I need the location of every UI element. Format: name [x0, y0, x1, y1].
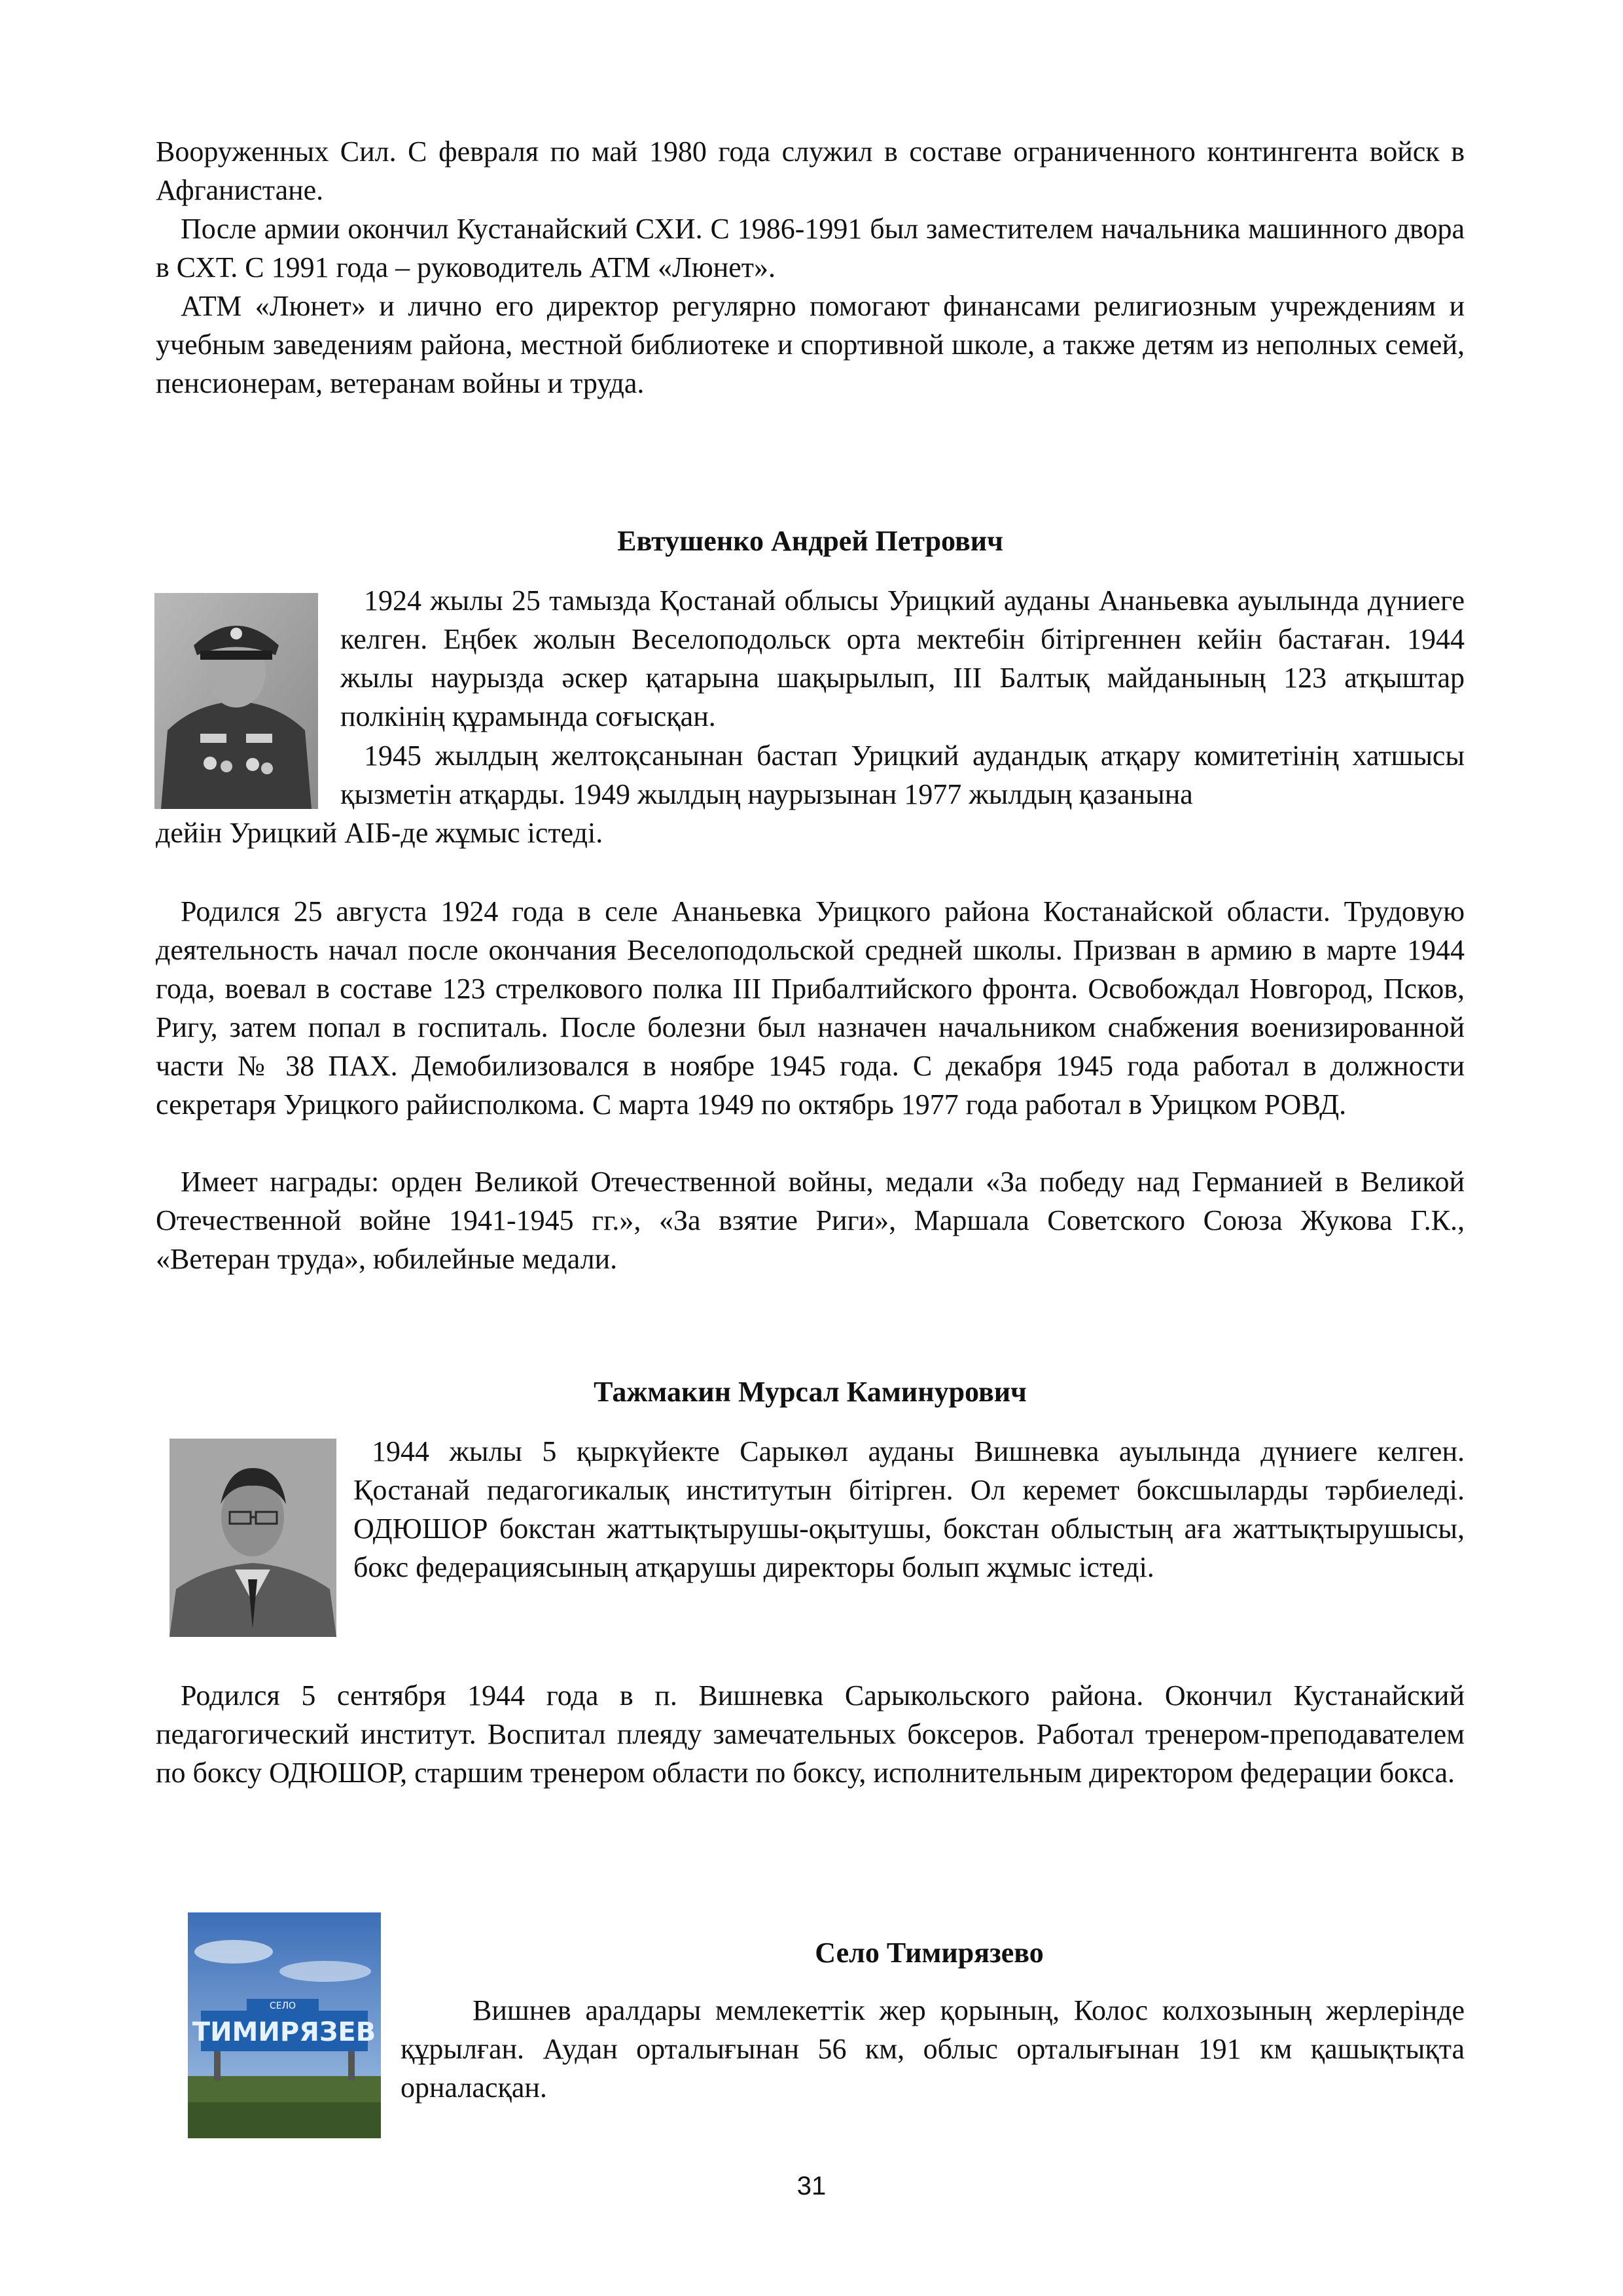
page-number: 31: [796, 2172, 827, 2200]
village-entrance-sign-image: [188, 1912, 381, 2138]
intro-paragraph-2: После армии окончил Кустанайский СХИ. С 1986-1991 был заместителем начальника машинного двора в СХТ. С 1991 года – руководитель АТМ «Люнет».: [156, 213, 1465, 283]
evtushenko-kz-paragraph-1: 1924 жылы 25 тамызда Қостанай облысы Урицкий ауданы Ананьевка ауылында дүниеге келген. Еңбек жолын Веселоподольск орта мектебін бітіргеннен кейін бастаған. 1944 жылы наурызда әскер қатарына шақырылып, ІІІ Балтық майданының 123 атқыштар полкінің құрамында соғысқан.: [340, 584, 1465, 732]
tazhmakin-ru-paragraph-1: Родился 5 сентября 1944 года в п. Вишневка Сарыкольского района. Окончил Кустанайский педагогический институт. Воспитал плеяду замечательных боксеров. Работал тренером-преподавателем по боксу ОДЮШОР, старшим тренером области по боксу, исполнительным директором федерации бокса.: [156, 1679, 1465, 1789]
evtushenko-ru-paragraph-1: Родился 25 августа 1924 года в селе Ананьевка Урицкого района Костанайской области. Трудовую деятельность начал после окончания Веселоподольской средней школы. Призван в армию в марте 1944 года, воевал в составе 123 стрелкового полка III Прибалтийского фронта. Освобождал Новгород, Псков, Ригу, затем попал в госпиталь. После болезни был назначен начальником снабжения военизированной части № 38 ПАХ. Демобилизовался в ноябре 1945 года. С декабря 1945 года работал в должности секретаря Урицкого райисполкома. С марта 1949 по октябрь 1977 года работал в Урицком РОВД.: [156, 895, 1465, 1121]
evtushenko-kz-paragraph-2: 1945 жылдың желтоқсанынан бастап Урицкий аудандық атқару комитетінің хатшысы қызметін атқарды. 1949 жылдың наурызынан 1977 жылдың қазанына: [340, 740, 1465, 810]
evtushenko-portrait-photo: [154, 593, 318, 809]
timiryazevo-village-sign-photo: [188, 1912, 381, 2138]
sign-main-text: ТИМИРЯЗЕВ: [192, 2017, 376, 2047]
tazhmakin-kz-paragraph-1: 1944 жылы 5 қыркүйекте Сарыкөл ауданы Вишневка ауылында дүниеге келген. Қостанай педагогикалық институтын бітірген. Ол керемет боксшыларды тәрбиеледі. ОДЮШОР бокстан жаттықтырушы-оқытушы, бокстан облыстың аға жаттықтырушысы, бокс федерациясының атқарушы директоры болып жұмыс істеді.: [353, 1435, 1465, 1583]
evtushenko-heading: Евтушенко Андрей Петрович: [617, 525, 1003, 557]
intro-paragraph-1: Вооруженных Сил. С февраля по май 1980 года служил в составе ограниченного контингента войск в Афганистане.: [156, 135, 1465, 206]
timiryazevo-heading: Село Тимирязево: [815, 1937, 1044, 1969]
intro-paragraph-3: АТМ «Люнет» и лично его директор регулярно помогают финансами религиозным учреждениям и учебным заведениям района, местной библиотеке и спортивной школе, а также детям из неполных семей, пенсионерам, ветеранам войны и труда.: [156, 290, 1465, 399]
sign-small-text: СЕЛО: [269, 2001, 296, 2011]
evtushenko-kz-paragraph-2-end: дейін Урицкий АІБ-де жұмыс істеді.: [156, 817, 603, 849]
tazhmakin-heading: Тажмакин Мурсал Каминурович: [594, 1376, 1027, 1408]
boxing-coach-portrait-image: [169, 1439, 336, 1637]
tazhmakin-portrait-photo: [169, 1439, 336, 1637]
evtushenko-ru-paragraph-2: Имеет награды: орден Великой Отечественной войны, медали «За победу над Германией в Великой Отечественной войне 1941-1945 гг.», «За взятие Риги», Маршала Советского Союза Жукова Г.К., «Ветеран труда», юбилейные медали.: [156, 1166, 1465, 1275]
timiryazevo-kz-paragraph-1: Вишнев аралдары мемлекеттік жер қорының, Колос колхозының жерлерінде құрылған. Аудан орталығынан 56 км, облыс орталығынан 191 км қашықтықта орналасқан.: [401, 1994, 1465, 2104]
veteran-portrait-image: [154, 593, 318, 809]
